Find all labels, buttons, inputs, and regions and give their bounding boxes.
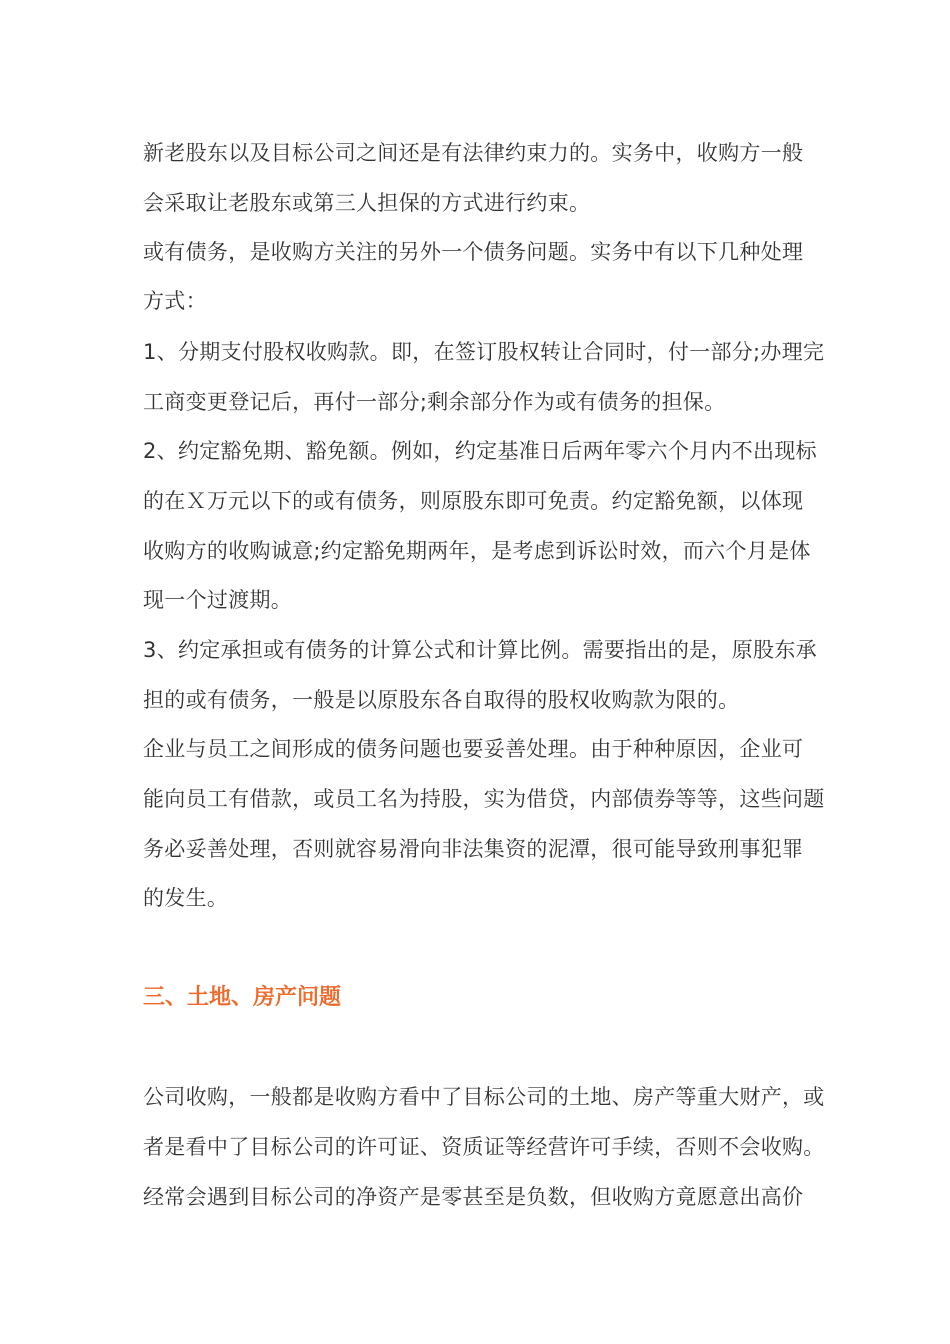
paragraph-line: 新老股东以及目标公司之间还是有法律约束力的。实务中，收购方一般 bbox=[143, 141, 804, 165]
list-item-line: 的在Ｘ万元以下的或有债务，则原股东即可免责。约定豁免额，以体现 bbox=[143, 489, 804, 513]
list-item-line: 1、分期支付股权收购款。即，在签订股权转让合同时，付一部分;办理完 bbox=[143, 340, 825, 364]
list-item-line: 2、约定豁免期、豁免额。例如，约定基准日后两年零六个月内不出现标 bbox=[143, 439, 817, 463]
paragraph-line: 或有债务，是收购方关注的另外一个债务问题。实务中有以下几种处理 bbox=[143, 240, 804, 264]
paragraph-line: 经常会遇到目标公司的净资产是零甚至是负数，但收购方竟愿意出高价 bbox=[143, 1185, 804, 1209]
paragraph-line: 方式： bbox=[143, 289, 207, 313]
paragraph-line: 者是看中了目标公司的许可证、资质证等经营许可手续，否则不会收购。 bbox=[143, 1135, 825, 1159]
list-item-line: 现一个过渡期。 bbox=[143, 588, 293, 612]
paragraph-line: 公司收购，一般都是收购方看中了目标公司的土地、房产等重大财产，或 bbox=[143, 1085, 825, 1109]
list-item-line: 工商变更登记后，再付一部分;剩余部分作为或有债务的担保。 bbox=[143, 390, 726, 414]
paragraph-line: 会采取让老股东或第三人担保的方式进行约束。 bbox=[143, 191, 591, 215]
section-heading: 三、土地、房产问题 bbox=[143, 985, 342, 1010]
list-item-line: 担的或有债务，一般是以原股东各自取得的股权收购款为限的。 bbox=[143, 688, 740, 712]
paragraph-line: 企业与员工之间形成的债务问题也要妥善处理。由于种种原因，企业可 bbox=[143, 737, 804, 761]
paragraph-line: 务必妥善处理，否则就容易滑向非法集资的泥潭，很可能导致刑事犯罪 bbox=[143, 837, 804, 861]
list-item-line: 3、约定承担或有债务的计算公式和计算比例。需要指出的是，原股东承 bbox=[143, 638, 817, 662]
list-item-line: 收购方的收购诚意;约定豁免期两年，是考虑到诉讼时效，而六个月是体 bbox=[143, 539, 811, 563]
paragraph-line: 能向员工有借款，或员工名为持股，实为借贷，内部债券等等，这些问题 bbox=[143, 787, 825, 811]
paragraph-line: 的发生。 bbox=[143, 886, 229, 910]
